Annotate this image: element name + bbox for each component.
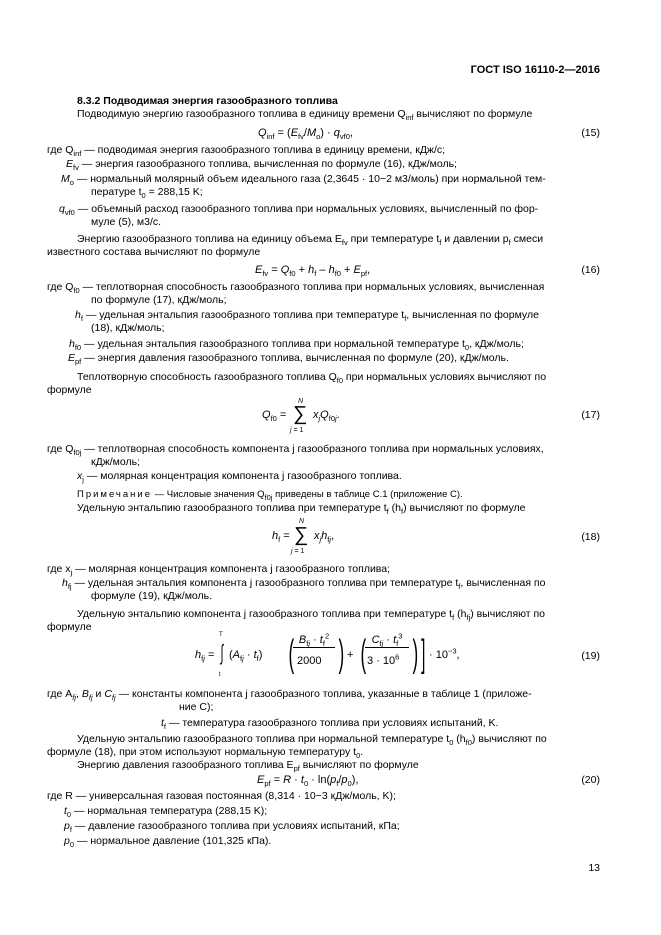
def-16-qf0: где $Q_{f0}$ — теплотворная способность газообразного топлива при нормальных условиях, вычисленная — [47, 281, 545, 296]
def-18-hfj: $h_{fj}$ — удельная энтальпия компонента j газообразного топлива при температуре $t_f$, вычисленная по — [62, 577, 546, 592]
note: Примечание — Числовые значения $Q_{f0j}$ приведены в таблице С.1 (приложение С). — [77, 489, 463, 502]
def-17-qf0j: где $Q_{f0j}$ — теплотворная способность компонента j газообразного топлива при нормальных условиях, — [47, 443, 544, 458]
def-16-hf0: $h_{f0}$ — удельная энтальпия газообразного топлива при нормальной температуре $t_0$, кДж/моль; — [69, 338, 524, 353]
def-17-xj: $x_j$ — молярная концентрация компонента j газообразного топлива. — [77, 470, 402, 485]
def-19-constants: где $A_{fj}$, $B_{fj}$ и $C_{fj}$ — константы компонента j газообразного топлива, указанные в таблице 1 (приложе- — [47, 688, 532, 703]
equation-19-number: (19) — [581, 650, 600, 662]
section-heading — [77, 95, 338, 108]
def-15-qvf0-cont: муле (5), м3/с. — [91, 216, 162, 228]
equation-16-number: (16) — [581, 264, 600, 276]
def-15-qinf: где $Q_{inf}$ — подводимая энергия газообразного топлива в единицу времени, кДж/с; — [47, 144, 446, 159]
document-header-id: ГОСТ ISO 16110-2—2016 — [470, 64, 600, 76]
equation-15-number: (15) — [581, 127, 600, 139]
paragraph-2: Энергию газообразного топлива на единицу объема $E_{fv}$ при температуре $t_f$ и давлении $p_f$ смеси — [77, 233, 544, 248]
def-15-qvf0: $q_{vf0}$ — объемный расход газообразного топлива при нормальных условиях, вычисленный по фор- — [59, 203, 539, 218]
def-20-t0: $t_0$ — нормальная температура (288,15 K); — [64, 805, 268, 820]
equation-15: $Q_{inf} = (E_{fv}/M_o) \cdot q_{vf0}$, — [258, 127, 353, 142]
def-16-epf: $E_{pf}$ — энергия давления газообразного топлива, вычисленная по формуле (20), кДж/моль. — [68, 352, 509, 367]
paragraph-3: Теплотворную способность газообразного топлива $Q_{f0}$ при нормальных условиях вычисляют по — [77, 371, 547, 386]
document-page: ГОСТ ISO 16110-2—2016 8.3.2 Подводимая энергия газообразного топлива Подводимую энергию газообразного топлива в единицу времени $Q_{inf}$ вычисляют по формуле $Q_{inf} = (E_{fv}/M_o) \cdot q_{vf0}$, (15) где $Q_{inf}$ — подводимая энергия газообразного топлива в единицу времени, кДж/с; $E_{fv}$ — энергия газообразного топлива, вычисленная по формуле (16), кДж/моль; $M_o$ — нормальный молярный объем идеального газа (2,3645 · 10−2 м3/моль) при нормальной тем- пературе $t_0 = 288,15$ K; $q_{vf0}$ — объемный расход газообразного топлива при нормальных условиях, вычисленный по фор- муле (5), м3/с. Энергию газообразного топлива на единицу объема $E_{fv}$ при температуре $t_f$ и давлении $p_f$ смеси известного состава вычисляют по формуле $E_{fv} = Q_{f0} + h_f - h_{f0} + E_{pf}$, (16) где $Q_{f0}$ — теплотворная способность газообразного топлива при нормальных условиях, вычисленная по формуле (17), кДж/моль; $h_f$ — удельная энтальпия газообразного топлива при температуре $t_f$, вычисленная по формуле (18), кДж/моль; $h_{f0}$ — удельная энтальпия газообразного топлива при нормальной температуре $t_0$, кДж/моль; $E_{pf}$ — энергия давления газообразного топлива, вычисленная по формуле (20), кДж/моль. Теплотворную способность газообразного топлива $Q_{f0}$ при нормальных условиях вычисляют по формуле $Q_{f0}$ = N ∑ j = 1 $x_jQ_{f0j}$. (17) где $Q_{f0j}$ — теплотворная способность компонента j газообразного топлива при нормальных условиях, кДж/моль; $x_j$ — молярная концентрация компонента j газообразного топлива. Примечание — Числовые значения $Q_{f0j}$ приведены в таблице С.1 (приложение С). Удельную энтальпию газообразного топлива при температуре $t_f$ $(h_f)$ вычисляют по формуле $h_f$ = N ∑ j = 1 $x_jh_{fj}$, (18) где $x_j$ — молярная концентрация компонента j газообразного топлива; $h_{fj}$ — удельная энтальпия компонента j газообразного топлива при температуре $t_f$, вычисленная по формуле (19), кДж/моль. Удельную энтальпию компонента j газообразного топлива при температуре $t_f$ $(h_{fj})$ вычисляют по формуле T $h_{fj}$ = ∫ t $(A_{fj} \cdot t_f)$ ( $B_{fj} \cdot t_f^2$ 2000 ) + ( $C_{fj} \cdot t_f^3$ $3 \cdot 10^6$ ) ] · $10^{-3}$, (19) где $A_{fj}$, $B_{fj}$ и $C_{fj}$ — константы компонента j газообразного топлива, указанные в таблице 1 (приложе- ние С); $t_f$ — температура газообразного топлива при условиях испытаний, K. Удельную энтальпию газообразного топлива при нормальной температуре $t_0$ $(h_{f0})$ вычисляют по формуле (18), при этом используют нормальную температуру $t_0$. Энергию давления газообразного топлива $E_{pf}$ вычисляют по формуле $E_{pf} = R \cdot t_0 \cdot \ln(p_f/p_0)$, (20) где R — универсальная газовая постоянная (8,314 · 10−3 кДж/моль, K); $t_0$ — нормальная температура (288,15 K); $p_f$ — давление газообразного топлива при условиях испытаний, кПа; $p_0$ — нормальное давление (101,325 кПа). 13 — [47, 64, 600, 874]
paragraph-3-line2: формуле — [47, 384, 92, 396]
equation-18-number: (18) — [581, 531, 600, 543]
def-16-qf0-cont: по формуле (17), кДж/моль; — [91, 294, 227, 306]
def-19-constants-cont: ние С); — [179, 701, 214, 713]
def-18-xj: где $x_j$ — молярная концентрация компонента j газообразного топлива; — [47, 563, 391, 578]
paragraph-4: Удельную энтальпию газообразного топлива при температуре $t_f$ $(h_f)$ вычисляют по формуле — [77, 502, 526, 517]
def-20-pf: $p_f$ — давление газообразного топлива при условиях испытаний, кПа; — [64, 820, 400, 835]
paragraph-5-line2: формуле — [47, 621, 92, 633]
section-title: Подводимая энергия газообразного топлива — [103, 95, 338, 107]
paragraph-7: Энергию давления газообразного топлива $E_{pf}$ вычисляют по формуле — [77, 759, 419, 774]
def-16-hf-cont: (18), кДж/моль; — [91, 322, 165, 334]
def-20-p0: $p_0$ — нормальное давление (101,325 кПа). — [64, 835, 272, 850]
def-15-efv: $E_{fv}$ — энергия газообразного топлива, вычисленная по формуле (16), кДж/моль; — [66, 158, 457, 173]
def-15-mo-cont: пературе $t_0 = 288,15$ K; — [91, 186, 203, 201]
paragraph-6: Удельную энтальпию газообразного топлива при нормальной температуре $t_0$ $(h_{f0})$ вычисляют по — [77, 733, 547, 748]
def-15-mo: $M_o$ — нормальный молярный объем идеального газа (2,3645 · 10−2 м3/моль) при нормальной тем- — [61, 173, 546, 188]
paragraph-6-line2: формуле (18), при этом используют нормальную температуру $t_0$. — [47, 746, 364, 761]
paragraph-5: Удельную энтальпию компонента j газообразного топлива при температуре $t_f$ $(h_{fj})$ вычисляют по — [77, 608, 546, 623]
paragraph-2-line2: известного состава вычисляют по формуле — [47, 246, 261, 258]
page-number: 13 — [588, 862, 600, 874]
equation-20: $E_{pf} = R \cdot t_0 \cdot \ln(p_f/p_0)$, — [257, 774, 359, 789]
def-18-hfj-cont: формуле (19), кДж/моль. — [91, 590, 213, 602]
equation-16: $E_{fv} = Q_{f0} + h_f - h_{f0} + E_{pf}$, — [255, 264, 371, 279]
def-16-hf: $h_f$ — удельная энтальпия газообразного топлива при температуре $t_f$, вычисленная по формуле — [75, 309, 539, 324]
equation-20-number: (20) — [581, 774, 600, 786]
paragraph-1: Подводимую энергию газообразного топлива в единицу времени $Q_{inf}$ вычисляют по формуле — [77, 108, 533, 123]
section-number: 8.3.2 — [77, 95, 101, 107]
def-17-qf0j-cont: кДж/моль; — [91, 456, 140, 468]
def-20-r: где R — универсальная газовая постоянная (8,314 · 10−3 кДж/моль, K); — [47, 790, 396, 802]
def-19-tf: $t_f$ — температура газообразного топлива при условиях испытаний, K. — [161, 717, 499, 732]
equation-17-number: (17) — [581, 409, 600, 421]
